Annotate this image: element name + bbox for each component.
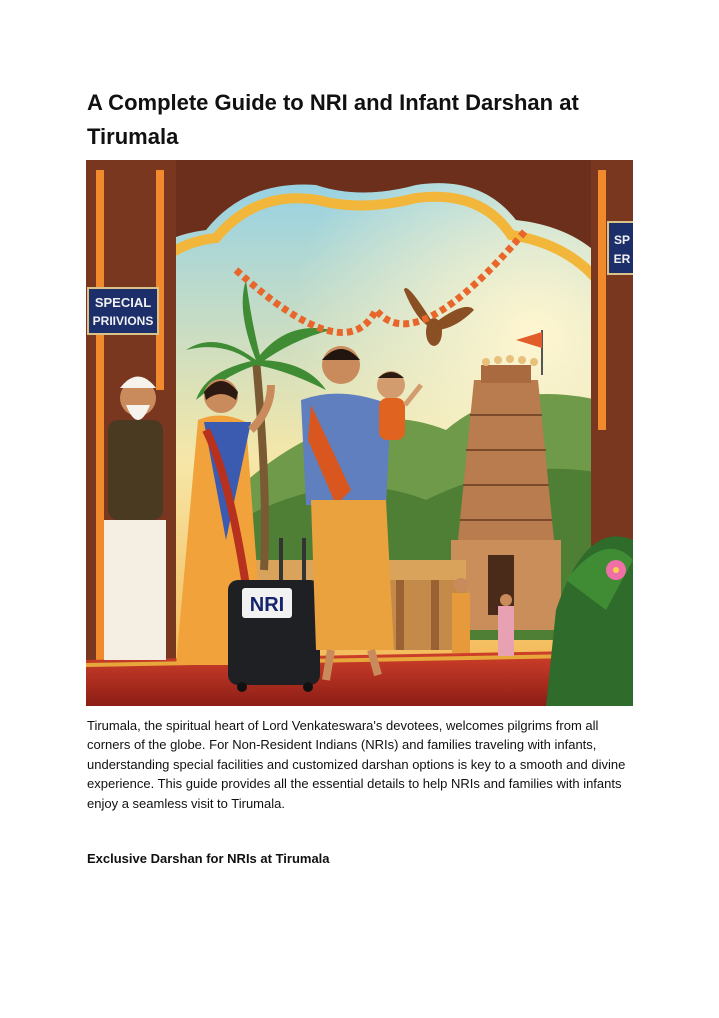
svg-text:NRI: NRI — [249, 594, 285, 616]
svg-text:SP: SP — [613, 233, 631, 247]
svg-text:ER: ER — [613, 252, 631, 266]
right-sign — [608, 222, 633, 274]
hero-illustration — [86, 160, 633, 706]
svg-text:SPECIAL: SPECIAL — [94, 295, 152, 310]
special-provisions-sign — [88, 288, 158, 334]
intro-paragraph: Tirumala, the spiritual heart of Lord Venkateswara's devotees, welcomes pilgrims from all corners of the globe. For Non-Resident Indians (NRIs) and families traveling with infants, understanding special facilities and customized darshan options is key to a smooth and divine experience. This guide provides all the essential details to help NRIs and families with infants enjoy a seamless visit to Tirumala. — [87, 718, 626, 811]
section-heading: Exclusive Darshan for NRIs at Tirumala — [87, 851, 330, 866]
page-title: A Complete Guide to NRI and Infant Darshan at Tirumala — [87, 90, 579, 149]
svg-text:PRIIVIONS: PRIIVIONS — [92, 314, 154, 328]
